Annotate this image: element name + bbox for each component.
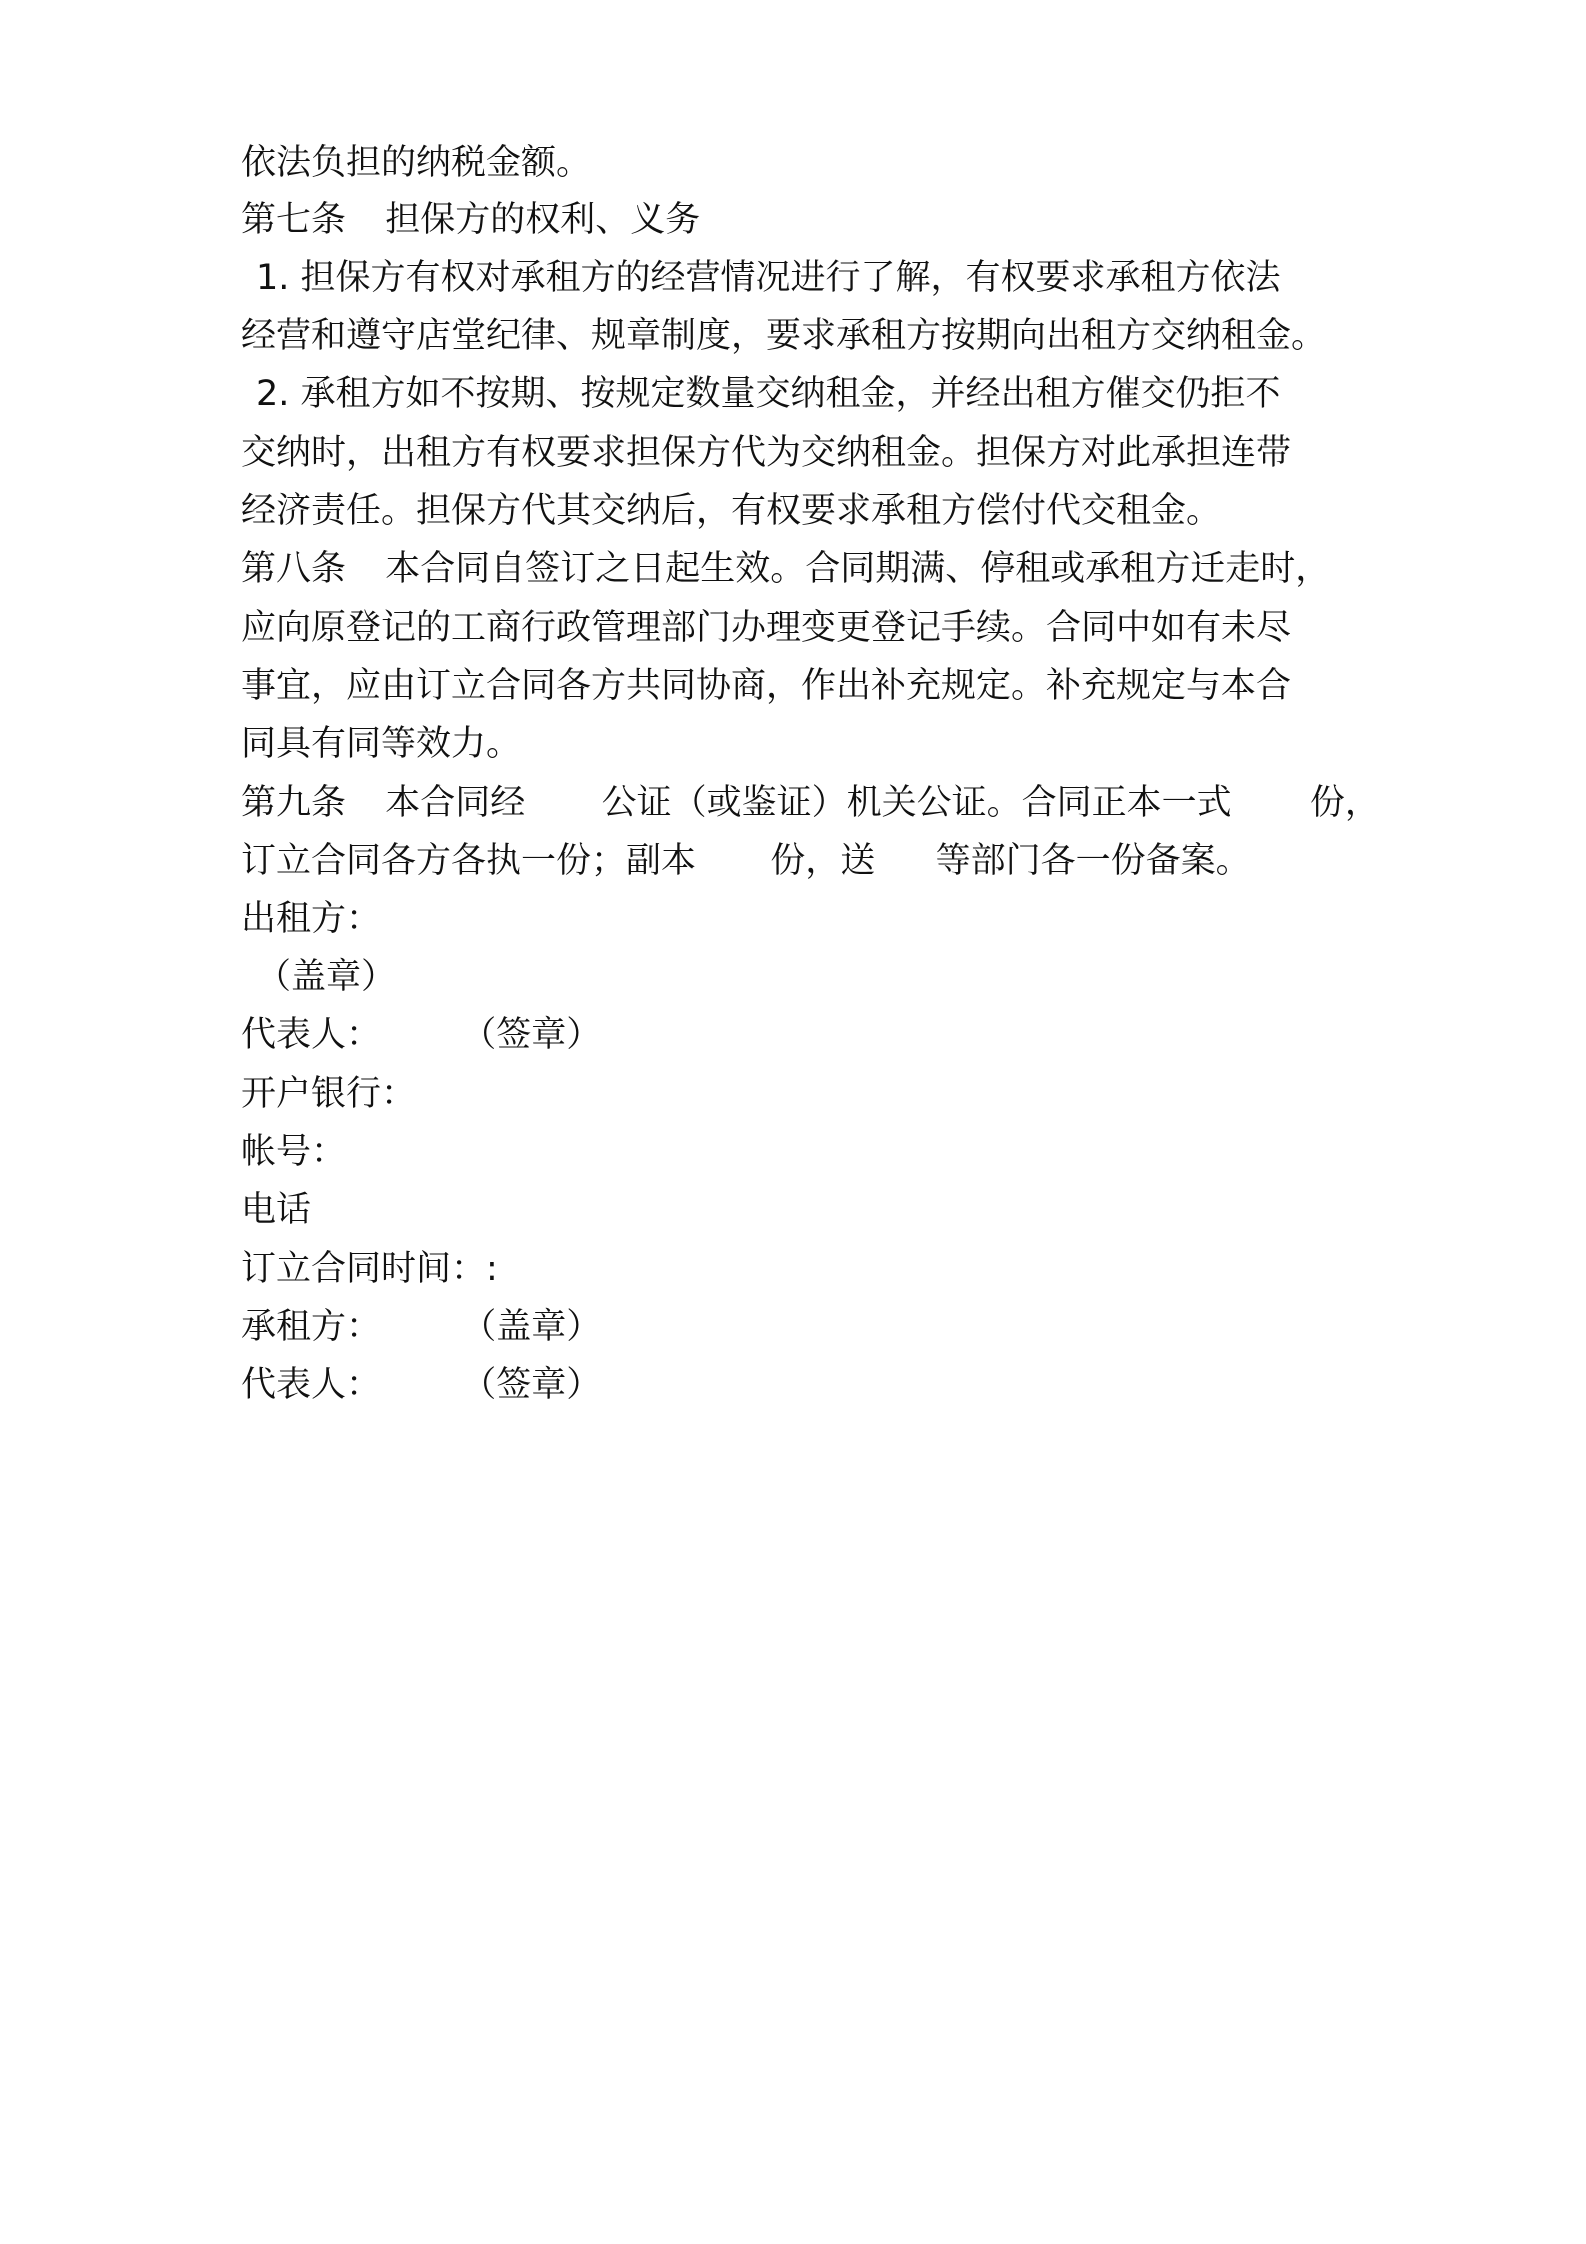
lessee-seal-label: （盖章）: [461, 1307, 602, 1347]
clause-seven-two-line-two: 交纳时，出租方有权要求担保方代为交纳租金。担保方对此承担连带: [241, 433, 1292, 473]
bank-label: 开户银行：: [241, 1074, 417, 1114]
account-label: 帐号：: [241, 1132, 347, 1172]
article-eight-line-two: 应向原登记的工商行政管理部门办理变更登记手续。合同中如有未尽: [241, 608, 1292, 648]
paragraph-tax-amount: 依法负担的纳税金额。: [241, 143, 592, 183]
article-nine-copy-text: 订立合同各方各执一份；副本: [241, 841, 697, 881]
lessee-representative-row: [241, 1365, 602, 1405]
article-nine-line-one: [241, 783, 1380, 823]
clause-seven-two-line-three: 经济责任。担保方代其交纳后，有权要求承租方偿付代交租金。: [241, 491, 1222, 531]
article-nine-send-text: 份，送: [770, 841, 876, 881]
lessor-label: 出租方：: [241, 899, 382, 939]
article-eight-line-four: 同具有同等效力。: [241, 724, 522, 764]
phone-label: 电话: [241, 1190, 312, 1230]
article-seven-heading: [241, 200, 701, 240]
article-nine-text-one: 本合同经: [385, 783, 526, 823]
clause-seven-two-line-one: 2. 承租方如不按期、按规定数量交纳租金，并经出租方催交仍拒不: [256, 374, 1281, 414]
article-seven-title: 担保方的权利、义务: [385, 200, 701, 240]
lessee-representative-label: 代表人：: [241, 1365, 382, 1405]
article-nine-text-two: 公证（或鉴证）机关公证。合同正本一式: [601, 783, 1232, 823]
article-seven-label: 第七条: [241, 200, 347, 240]
contract-time-label: 订立合同时间：:: [241, 1249, 498, 1289]
article-nine-label: 第九条: [241, 783, 347, 823]
clause-seven-one-line-two: 经营和遵守店堂纪律、规章制度，要求承租方按期向出租方交纳租金。: [241, 316, 1327, 356]
lessor-seal-label: （盖章）: [256, 957, 397, 997]
clause-seven-one-line-one: 1. 担保方有权对承租方的经营情况进行了解，有权要求承租方依法: [256, 258, 1281, 298]
article-nine-line-two: [241, 841, 1251, 881]
article-nine-text-three: 份，: [1309, 783, 1380, 823]
lessee-row: [241, 1307, 602, 1347]
article-eight-text: 本合同自签订之日起生效。合同期满、停租或承租方迁走时，: [385, 549, 1331, 589]
article-eight-line-one: [241, 549, 1331, 589]
lessor-representative-row: [241, 1015, 602, 1055]
article-nine-department-text: 等部门各一份备案。: [935, 841, 1251, 881]
lessee-signature-seal-label: （签章）: [461, 1365, 602, 1405]
article-eight-label: 第八条: [241, 549, 347, 589]
article-eight-line-three: 事宜，应由订立合同各方共同协商，作出补充规定。补充规定与本合: [241, 666, 1292, 706]
lessor-representative-label: 代表人：: [241, 1015, 382, 1055]
lessor-signature-seal-label: （签章）: [461, 1015, 602, 1055]
lessee-label: 承租方：: [241, 1307, 382, 1347]
